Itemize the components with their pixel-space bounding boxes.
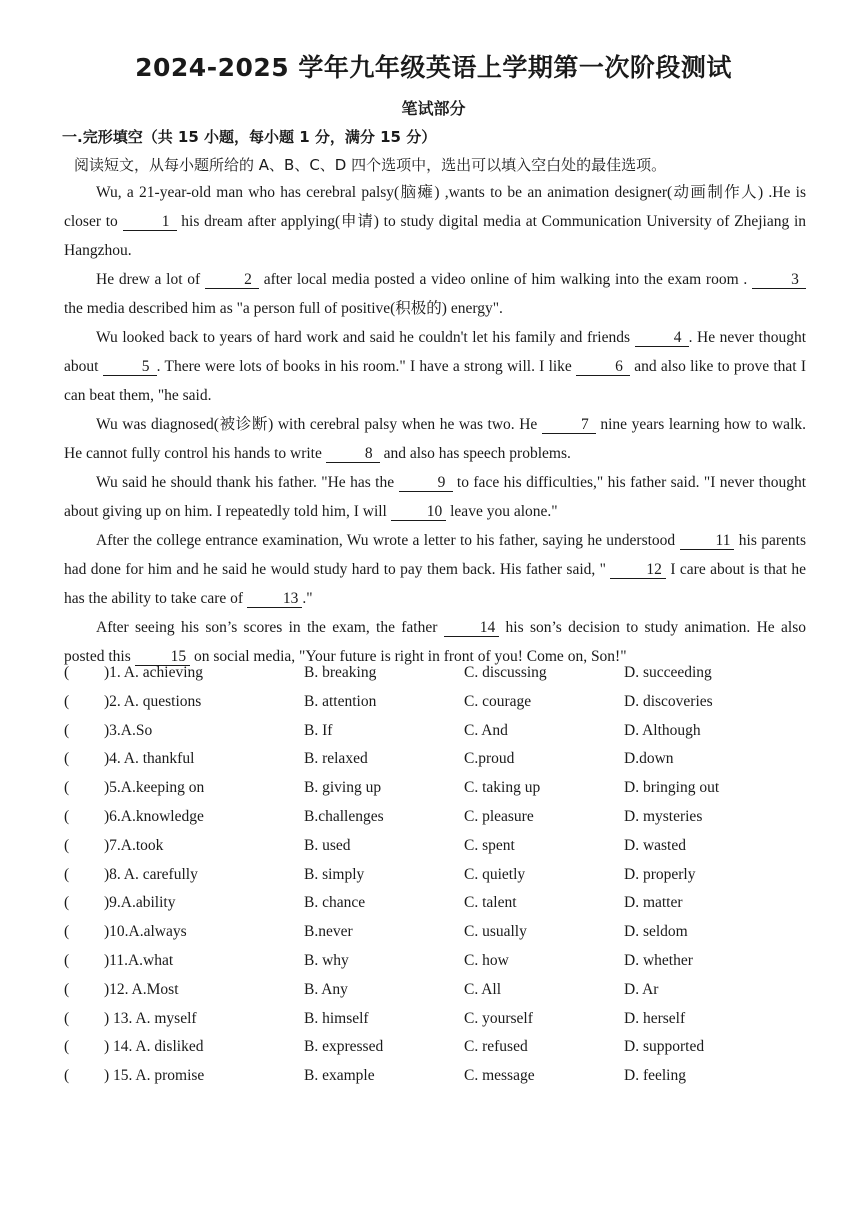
answer-paren[interactable]: (	[64, 1009, 70, 1027]
option-a: )4. A. thankful	[104, 750, 195, 768]
option-b: B. example	[304, 1067, 375, 1085]
blank-5: 5	[103, 358, 157, 376]
question-row	[64, 837, 824, 866]
passage-text: on social media, "Your future is right in front of you! Come on, Son!"	[190, 648, 627, 665]
blank-1: 1	[123, 213, 177, 231]
page-title: 2024-2025 学年九年级英语上学期第一次阶段测试	[135, 53, 732, 82]
option-a: )10.A.always	[104, 923, 187, 941]
passage-text: Wu said he should thank his father. "He has the	[96, 474, 399, 491]
cloze-passage	[64, 178, 806, 671]
question-row	[64, 923, 824, 952]
question-row	[64, 808, 824, 837]
option-b: B. relaxed	[304, 750, 368, 768]
passage-text: after local media posted a video online of him walking into the exam room .	[258, 271, 752, 288]
blank-14: 14	[444, 619, 500, 637]
option-d: D. herself	[624, 1009, 686, 1027]
page-subtitle: 笔试部分	[401, 99, 466, 118]
option-d: D. whether	[624, 951, 693, 969]
option-d: D. wasted	[624, 836, 686, 854]
passage-text: After seeing his son’s scores in the exam, the father	[96, 619, 444, 636]
passage-text: ."	[302, 590, 313, 607]
answer-paren[interactable]: (	[64, 980, 70, 998]
answer-paren[interactable]: (	[64, 894, 70, 912]
option-c: C. message	[464, 1067, 535, 1085]
question-row	[64, 1038, 824, 1067]
option-a: )5.A.keeping on	[104, 779, 205, 797]
passage-text: and also like to prove that I can beat them, "he said.	[64, 358, 806, 404]
passage-paragraph-5	[64, 468, 806, 526]
answer-paren[interactable]: (	[64, 1067, 70, 1085]
blank-13: 13	[247, 590, 303, 608]
option-c: C. usually	[464, 923, 527, 941]
blank-15: 15	[135, 648, 191, 666]
option-b: B. expressed	[304, 1038, 384, 1056]
passage-text: to face his difficulties," his father said. "I never thought about giving up on him. I repeatedly told him, I will	[64, 474, 806, 520]
passage-text: Wu looked back to years of hard work and said he couldn't let his family and friends	[96, 329, 635, 346]
option-a: )7.A.took	[104, 836, 164, 854]
option-b: B. used	[304, 836, 351, 854]
blank-3: 3	[752, 271, 806, 289]
option-c: C. yourself	[464, 1009, 533, 1027]
option-d: D. matter	[624, 894, 683, 912]
blank-12: 12	[610, 561, 666, 579]
option-a: )3.A.So	[104, 721, 153, 739]
answer-paren[interactable]: (	[64, 721, 70, 739]
option-a: )11.A.what	[104, 951, 174, 969]
blank-7: 7	[542, 416, 596, 434]
option-d: D. Ar	[624, 980, 659, 998]
question-row	[64, 866, 824, 895]
option-d: D. bringing out	[624, 779, 720, 797]
option-c: C. quietly	[464, 865, 526, 883]
blank-2: 2	[205, 271, 259, 289]
option-d: D. Although	[624, 721, 701, 739]
option-c: C. All	[464, 980, 502, 998]
passage-text: nine years learning how to walk. He cannot fully control his hands to write	[64, 416, 806, 462]
option-b: B. If	[304, 721, 333, 739]
option-d: D. properly	[624, 865, 696, 883]
option-d: D. feeling	[624, 1067, 686, 1085]
answer-paren[interactable]: (	[64, 664, 70, 681]
option-d: D. succeeding	[624, 664, 712, 681]
answer-paren[interactable]: (	[64, 923, 70, 941]
option-c: C. how	[464, 951, 509, 969]
option-c: C. talent	[464, 894, 517, 912]
passage-paragraph-4	[64, 410, 806, 468]
option-c: C. taking up	[464, 779, 541, 797]
passage-text: his parents had done for him and he said he would study hard to pay them back. His father said, "	[64, 532, 806, 578]
answer-paren[interactable]: (	[64, 951, 70, 969]
option-a: )9.A.ability	[104, 894, 176, 912]
option-d: D. supported	[624, 1038, 705, 1056]
option-d: D. discoveries	[624, 692, 713, 710]
option-b: B. attention	[304, 692, 377, 710]
option-d: D.down	[624, 750, 674, 768]
blank-6: 6	[576, 358, 630, 376]
passage-paragraph-3	[64, 323, 806, 410]
option-c: C. refused	[464, 1038, 528, 1056]
question-row	[64, 981, 824, 1010]
option-a: )6.A.knowledge	[104, 807, 204, 825]
passage-text: I care about is that he has the ability to take care of	[64, 561, 807, 607]
blank-4: 4	[635, 329, 689, 347]
option-a: )2. A. questions	[104, 692, 202, 710]
blank-8: 8	[326, 445, 380, 463]
option-c: C. discussing	[464, 664, 547, 681]
passage-text: and also has speech problems.	[379, 445, 571, 462]
option-b: B. simply	[304, 865, 365, 883]
blank-9: 9	[399, 474, 453, 492]
option-a: ) 15. A. promise	[104, 1067, 205, 1085]
passage-paragraph-2	[64, 265, 806, 323]
blank-10: 10	[391, 503, 447, 521]
passage-text: Wu, a 21-year-old man who has cerebral palsy(脑瘫) ,wants to be an animation designer(动画制作人) .He is closer to	[64, 184, 806, 230]
question-row	[64, 952, 824, 981]
option-b: B. Any	[304, 980, 348, 998]
option-b: B. why	[304, 951, 349, 969]
option-a: ) 14. A. disliked	[104, 1038, 204, 1056]
answer-paren[interactable]: (	[64, 750, 70, 768]
passage-text: the media described him as "a person full of positive(积极的) energy".	[64, 300, 503, 317]
question-row	[64, 750, 824, 779]
answer-paren[interactable]: (	[64, 836, 70, 854]
question-row	[64, 722, 824, 751]
option-b: B. chance	[304, 894, 366, 912]
passage-text: . He never thought about	[64, 329, 806, 375]
passage-text: leave you alone."	[446, 503, 558, 520]
passage-paragraph-1	[64, 178, 806, 265]
option-c: C. spent	[464, 836, 515, 854]
option-b: B.never	[304, 923, 353, 941]
blank-11: 11	[680, 532, 735, 550]
option-b: B. breaking	[304, 664, 377, 681]
option-c: C. pleasure	[464, 807, 534, 825]
passage-text: . There were lots of books in his room." I have a strong will. I like	[156, 358, 577, 375]
option-c: C. And	[464, 721, 508, 739]
question-row	[64, 664, 824, 693]
option-a: )1. A. achieving	[104, 664, 204, 681]
question-row	[64, 1067, 824, 1096]
option-d: D. seldom	[624, 923, 688, 941]
option-b: B.challenges	[304, 807, 384, 825]
passage-paragraph-6	[64, 526, 806, 613]
passage-text: his son’s decision to study animation. He also posted this	[64, 619, 806, 665]
passage-text: After the college entrance examination, Wu wrote a letter to his father, saying he understood	[96, 532, 680, 549]
option-a: )12. A.Most	[104, 980, 179, 998]
option-b: B. himself	[304, 1009, 369, 1027]
option-b: B. giving up	[304, 779, 382, 797]
answer-paren[interactable]: (	[64, 779, 70, 797]
option-a: )8. A. carefully	[104, 865, 198, 883]
passage-paragraph-7	[64, 613, 806, 671]
answer-paren[interactable]: (	[64, 692, 70, 710]
question-row	[64, 894, 824, 923]
option-c: C.proud	[464, 750, 515, 768]
question-options	[64, 664, 824, 1096]
answer-paren[interactable]: (	[64, 1038, 70, 1056]
section-heading: 一.完形填空（共 15 小题，每小题 1 分，满分 15 分）	[62, 128, 437, 146]
passage-text: his dream after applying(申请) to study digital media at Communication University of Zhejiang in Hangzhou.	[64, 213, 806, 259]
option-c: C. courage	[464, 692, 532, 710]
answer-paren[interactable]: (	[64, 865, 70, 883]
question-row	[64, 779, 824, 808]
question-row	[64, 1010, 824, 1039]
answer-paren[interactable]: (	[64, 807, 70, 825]
option-a: ) 13. A. myself	[104, 1009, 197, 1027]
section-instruction: 阅读短文，从每小题所给的 A、B、C、D 四个选项中，选出可以填入空白处的最佳选项。	[74, 156, 667, 174]
option-d: D. mysteries	[624, 807, 703, 825]
passage-text: Wu was diagnosed(被诊断) with cerebral palsy when he was two. He	[96, 416, 542, 433]
question-row	[64, 693, 824, 722]
passage-text: He drew a lot of	[96, 271, 205, 288]
